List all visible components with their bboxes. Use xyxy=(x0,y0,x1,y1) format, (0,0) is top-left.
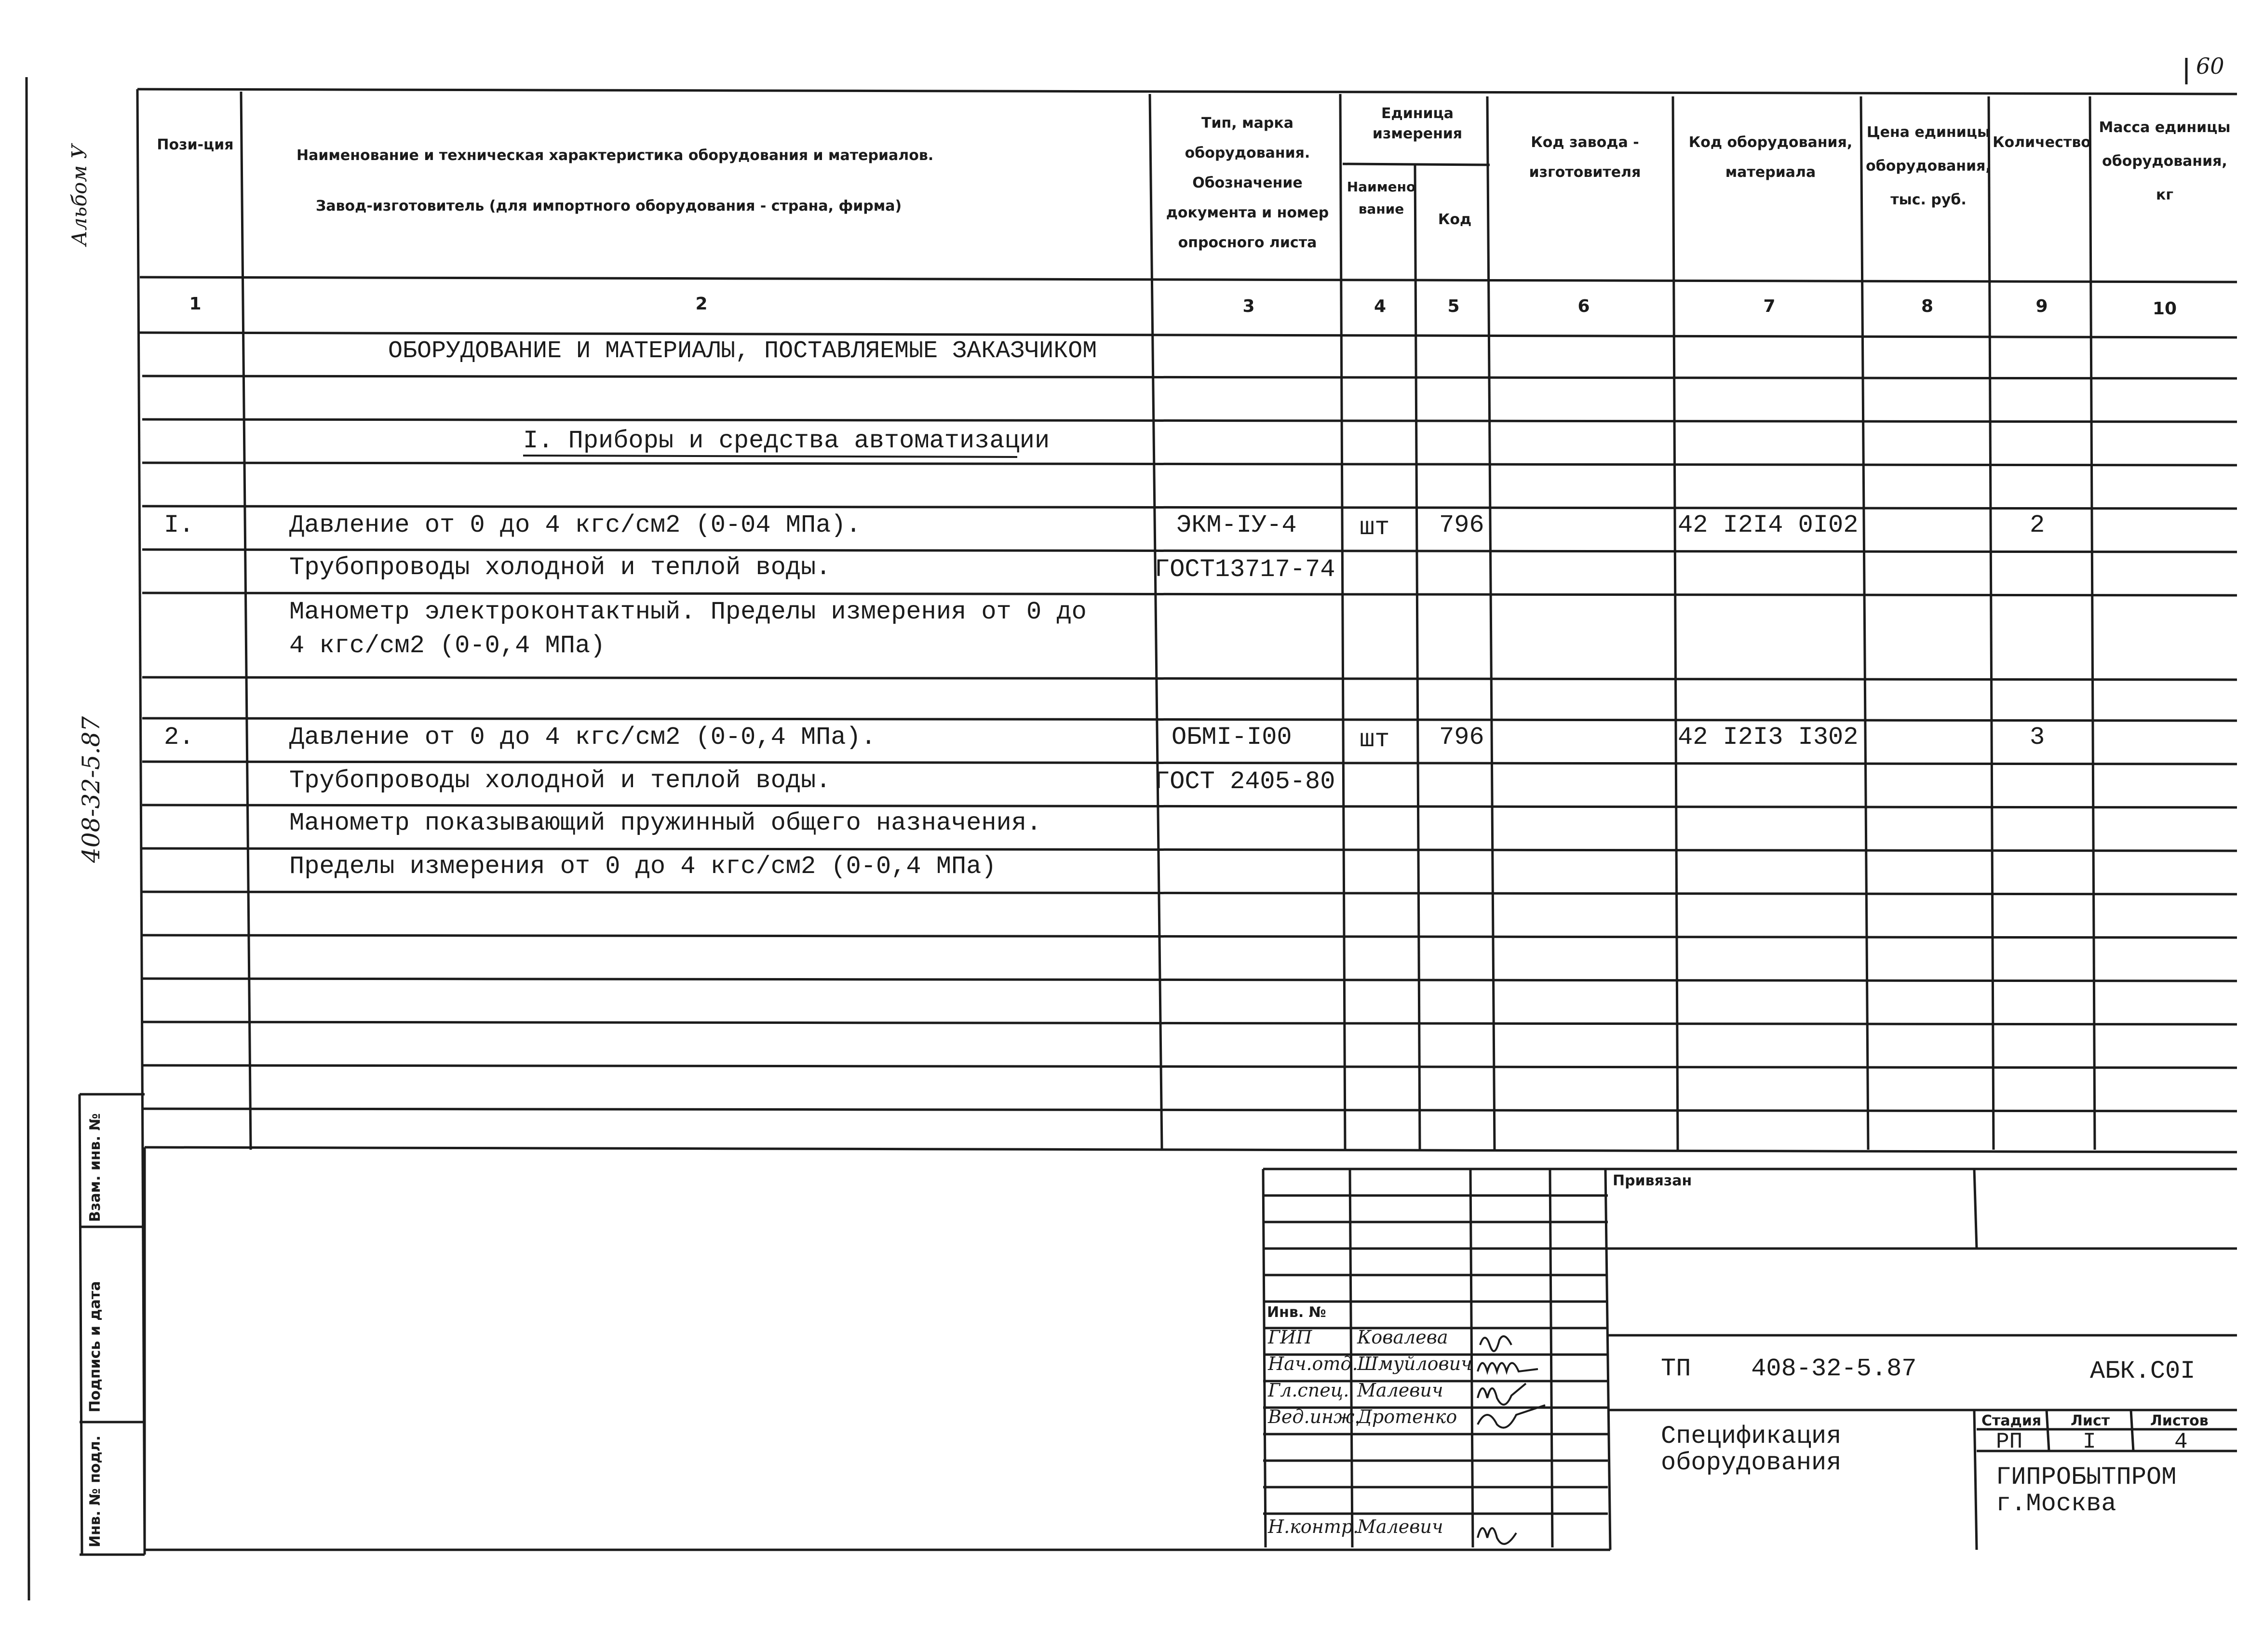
organization-city: г.Москва xyxy=(1996,1490,2116,1518)
stage-label: Стадия xyxy=(1981,1412,2042,1429)
sheets-label: Листов xyxy=(2150,1412,2209,1429)
item1-name-line2: Трубопроводы холодной и теплой воды. xyxy=(289,553,831,582)
header-unit-code: Код xyxy=(1438,211,1472,228)
name-n-kontr: Малевич xyxy=(1357,1516,1443,1537)
header-name-line2: Завод-изготовитель (для импортного оборудования - страна, фирма) xyxy=(316,198,902,215)
name-kovaleva: Ковалева xyxy=(1357,1327,1448,1348)
item2-unit: шт xyxy=(1360,725,1390,754)
header-quantity: Количество xyxy=(1993,134,2091,151)
header-equipment-code: Код оборудования, материала xyxy=(1688,134,1853,181)
document-mark: АБК.С0I xyxy=(2090,1357,2196,1385)
item2-equipment-code: 42 I2I3 I302 xyxy=(1678,723,1859,752)
section-title: ОБОРУДОВАНИЕ И МАТЕРИАЛЫ, ПОСТАВЛЯЕМЫЕ ЗАКАЗЧИКОМ xyxy=(388,337,1097,365)
item2-name-line4: Пределы измерения от 0 до 4 кгс/см2 (0-0,4 МПа) xyxy=(289,852,997,881)
item1-equipment-code: 42 I2I4 0I02 xyxy=(1678,511,1859,539)
col-number-4: 4 xyxy=(1374,296,1387,316)
document-title-line1: Спецификация xyxy=(1661,1422,1842,1451)
header-maker-code: Код завода - изготовителя xyxy=(1529,134,1641,181)
role-nach-otd: Нач.отд. xyxy=(1268,1353,1358,1374)
item1-unit-code: 796 xyxy=(1439,511,1484,539)
name-malevich: Малевич xyxy=(1357,1380,1443,1401)
item1-unit: шт xyxy=(1360,513,1390,542)
name-drotenko: Дротенко xyxy=(1357,1406,1457,1427)
document-code-vertical: 408-32-5.87 xyxy=(77,716,105,863)
stage-value: РП xyxy=(1996,1429,2023,1454)
sheet-value: I xyxy=(2083,1429,2096,1454)
inv-no-label: Инв. № xyxy=(1267,1304,1326,1321)
item2-type: ОБМI-I00 xyxy=(1172,723,1292,752)
podpis-data-stamp: Подпись и дата xyxy=(87,1281,104,1412)
item1-type: ЭКМ-IУ-4 xyxy=(1176,511,1297,539)
item1-name-line3: Манометр электроконтактный. Пределы измерения от 0 до xyxy=(289,598,1087,626)
document-code: ТП 408-32-5.87 xyxy=(1661,1355,1917,1383)
header-type: Тип, марка оборудования. Обозначение документа и номер опросного листа xyxy=(1166,115,1329,251)
col-number-2: 2 xyxy=(695,294,708,314)
document-title-line2: оборудования xyxy=(1661,1449,1842,1477)
col-number-7: 7 xyxy=(1763,296,1776,316)
item1-name-line4: 4 кгс/см2 (0-0,4 МПа) xyxy=(289,631,606,660)
item1-standard: ГОСТ13717-74 xyxy=(1155,555,1335,584)
organization-name: ГИПРОБЫТПРОМ xyxy=(1996,1463,2177,1491)
subsection-title: I. Приборы и средства автоматизации xyxy=(523,427,1050,455)
name-shmuylovich: Шмуйлович xyxy=(1357,1353,1472,1374)
col-number-1: 1 xyxy=(189,294,202,314)
header-price: Цена единицы оборудования, тыс. руб. xyxy=(1866,124,1991,208)
role-ved-inzh: Вед.инж. xyxy=(1268,1406,1361,1427)
item2-quantity: 3 xyxy=(2030,723,2045,752)
sheets-value: 4 xyxy=(2174,1429,2188,1454)
role-gip: ГИП xyxy=(1268,1327,1312,1348)
item2-name-line1: Давление от 0 до 4 кгс/см2 (0-0,4 МПа). xyxy=(289,723,876,752)
item2-name-line2: Трубопроводы холодной и теплой воды. xyxy=(289,766,831,795)
header-name-line1: Наименование и техническая характеристика оборудования и материалов. xyxy=(296,147,934,164)
sheet-label: Лист xyxy=(2071,1412,2110,1429)
header-unit-name: Наименование xyxy=(1347,179,1416,217)
privyazan-label: Привязан xyxy=(1613,1172,1692,1189)
vzam-inv-stamp: Взам. инв. № xyxy=(87,1113,104,1222)
item1-position: I. xyxy=(164,511,194,539)
item1-name-line1: Давление от 0 до 4 кгс/см2 (0-04 МПа). xyxy=(289,511,861,539)
item2-unit-code: 796 xyxy=(1439,723,1484,752)
col-number-8: 8 xyxy=(1921,296,1934,316)
header-unit-group: Единица измерения xyxy=(1372,105,1463,142)
col-number-6: 6 xyxy=(1577,296,1590,316)
col-number-10: 10 xyxy=(2152,299,2177,319)
inv-podl-stamp: Инв. № подл. xyxy=(87,1435,104,1547)
col-number-9: 9 xyxy=(2035,296,2048,316)
col-number-3: 3 xyxy=(1242,296,1255,316)
page-number: 60 xyxy=(2196,53,2224,79)
header-position: Пози-ция xyxy=(157,136,234,153)
col-number-5: 5 xyxy=(1447,296,1460,316)
role-gl-spec: Гл.спец. xyxy=(1268,1380,1349,1401)
item2-name-line3: Манометр показывающий пружинный общего назначения. xyxy=(289,809,1042,837)
album-label: Альбом У xyxy=(67,144,91,246)
item2-standard: ГОСТ 2405-80 xyxy=(1155,767,1335,796)
item1-quantity: 2 xyxy=(2030,511,2045,539)
role-n-kontr: Н.контр. xyxy=(1268,1516,1359,1537)
item2-position: 2. xyxy=(164,723,194,752)
header-mass: Масса единицы оборудования, кг xyxy=(2099,119,2231,203)
